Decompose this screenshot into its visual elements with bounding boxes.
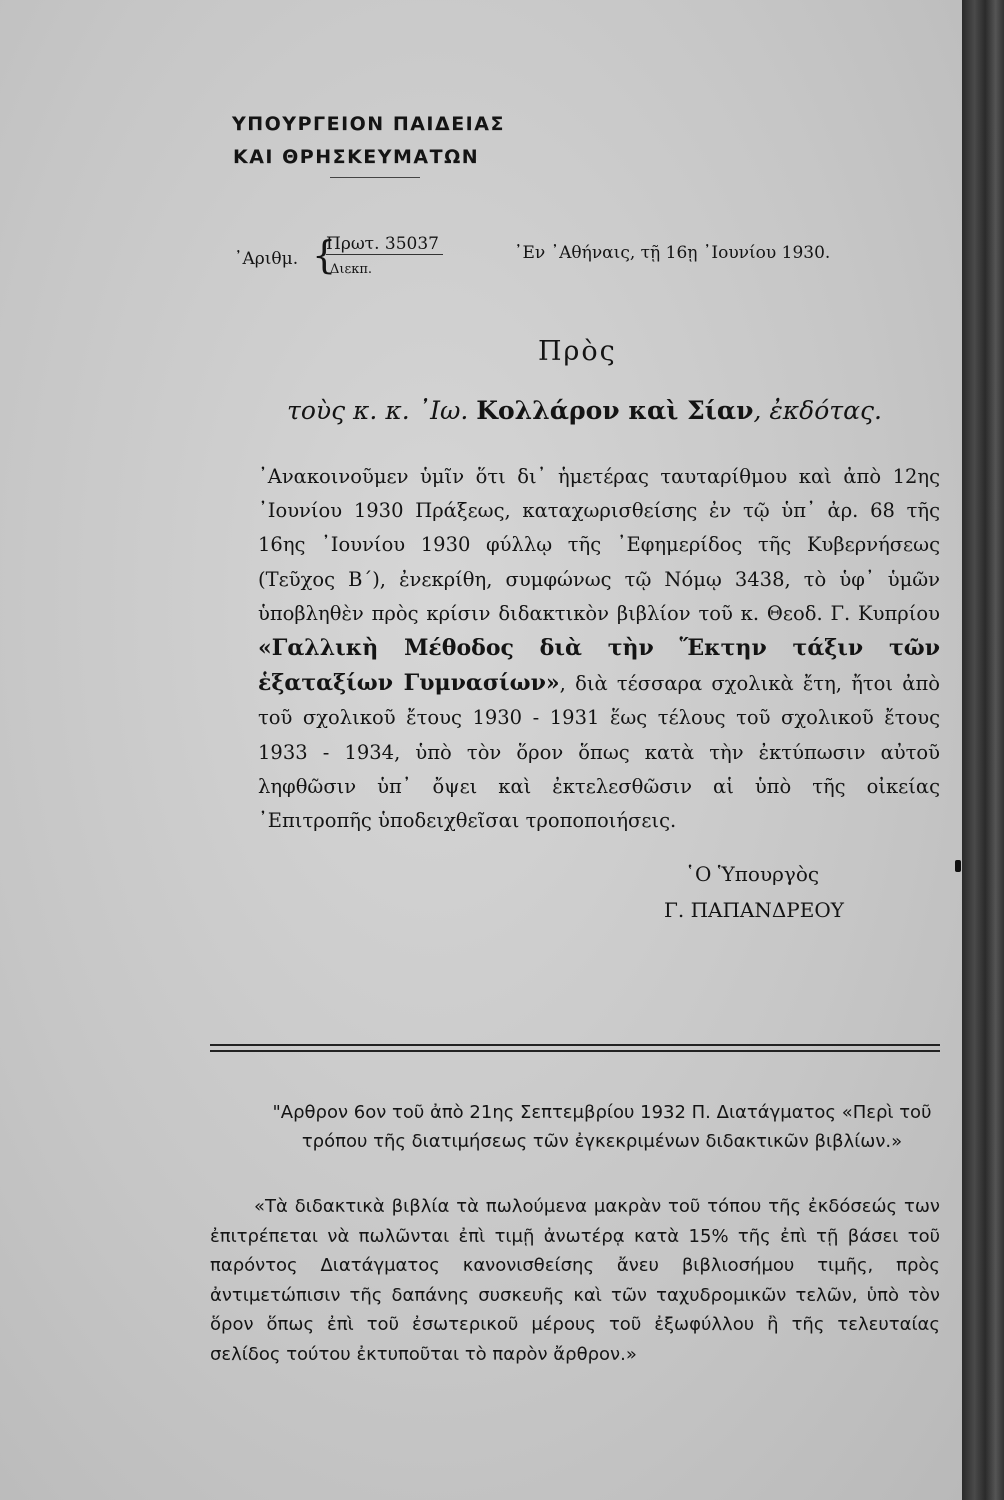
- decree-article-title: "Αρθρον 6ον τοῦ ἀπὸ 21ης Σεπτεμβρίου 1932 Π. Διατάγματος «Περὶ τοῦ τρόπου τῆς διατιμήσεως τῶν ἐγκεκριμένων διδακτικῶν βιβλίων.»: [272, 1102, 932, 1152]
- ink-mark: [955, 860, 961, 872]
- announcement-body: [258, 460, 940, 838]
- signatory-title: ῾Ο Ὑπουργὸς: [685, 862, 820, 886]
- recipients-post: , ἐκδότας.: [753, 396, 882, 425]
- recipients-pre: τοὺς κ. κ. ᾿Ιω.: [287, 396, 469, 425]
- book-binding-edge: [962, 0, 1004, 1500]
- body-part1: ᾿Ανακοινοῦμεν ὑμῖν ὅτι δι᾿ ἡμετέρας ταυταρίθμου καὶ ἀπὸ 12ης ᾿Ιουνίου 1930 Πράξεως, καταχωρισθείσης ἐν τῷ ὑπ᾿ ἀρ. 68 τῆς 16ης ᾿Ιουνίου 1930 φύλλῳ τῆς ᾿Εφημερίδος τῆς Κυβερνήσεως (Τεῦχος Β΄), ἐνεκρίθη, συμφώνως τῷ Νόμῳ 3438, τὸ ὑφ᾿ ὑμῶν ὑποβληθὲν πρὸς κρίσιν διδακτικὸν βιβλίον τοῦ κ. Θεοδ. Γ. Κυπρίου: [258, 465, 940, 625]
- body-part2: , διὰ τέσσαρα σχολικὰ ἔτη, ἤτοι ἀπὸ τοῦ σχολικοῦ ἔτους 1930 - 1931 ἕως τέλους τοῦ σχολικοῦ ἔτους 1933 - 1934, ὑπὸ τὸν ὅρον ὅπως κατὰ τὴν ἐκτύπωσιν αὐτοῦ ληφθῶσιν ὑπ᾿ ὄψει καὶ ἐκτελεσθῶσιν αἱ ὑπὸ τῆς οἰκείας ᾿Επιτροπῆς ὑποδειχθεῖσαι τροποποιήσεις.: [258, 672, 941, 833]
- place-and-date: ᾿Εν ᾿Αθήναις, τῇ 16ῃ ᾿Ιουνίου 1930.: [514, 243, 831, 263]
- book-title: «Γαλλικὴ Μέθοδος διὰ τὴν Ἕκτην τάξιν τῶν ἑξαταξίων Γυμνασίων»: [258, 635, 940, 697]
- recipients-name: Κολλάρον καὶ Σίαν: [476, 396, 754, 425]
- divider-rule-top: [210, 1044, 940, 1046]
- header-divider: [330, 177, 420, 178]
- ministry-name-line1: ΥΠΟΥΡΓΕΙΟΝ ΠΑΙΔΕΙΑΣ: [232, 113, 505, 135]
- decree-article-text: «Τὰ διδακτικὰ βιβλία τὰ πωλούμενα μακρὰν τοῦ τόπου τῆς ἐκδόσεώς των ἐπιτρέπεται νὰ πωλῶνται ἐπὶ τιμῇ ἀνωτέρᾳ κατὰ 15% τῆς ἐπὶ τῇ βάσει τοῦ παρόντος Διατάγματος κανονισθείσης ἄνευ βιβλιοσήμου τιμῆς, πρὸς ἀντιμετώπισιν τῆς δαπάνης συσκευῆς καὶ τῶν ταχυδρομικῶν τελῶν, ὑπὸ τὸν ὅρον ὅπως ἐπὶ τοῦ ἐσωτερικοῦ μέρους τοῦ ἐξωφύλλου ἢ τῆς τελευταίας σελίδος τούτου ἐκτυποῦται τὸ παρὸν ἄρθρον.»: [210, 1196, 940, 1365]
- salutation-pros: Πρὸς: [538, 336, 617, 367]
- reference-brace: {: [312, 233, 337, 277]
- ministry-name-line2: ΚΑΙ ΘΡΗΣΚΕΥΜΑΤΩΝ: [233, 146, 480, 168]
- protocol-number: Πρωτ. 35037: [326, 234, 443, 255]
- dispatch-number-label: Διεκπ.: [330, 262, 373, 277]
- recipients: [287, 396, 882, 425]
- reference-number-label: ᾿Αριθμ.: [234, 249, 299, 269]
- divider-rule-bottom: [210, 1050, 940, 1052]
- signatory-name: Γ. ΠΑΠΑΝΔΡΕΟΥ: [664, 898, 844, 922]
